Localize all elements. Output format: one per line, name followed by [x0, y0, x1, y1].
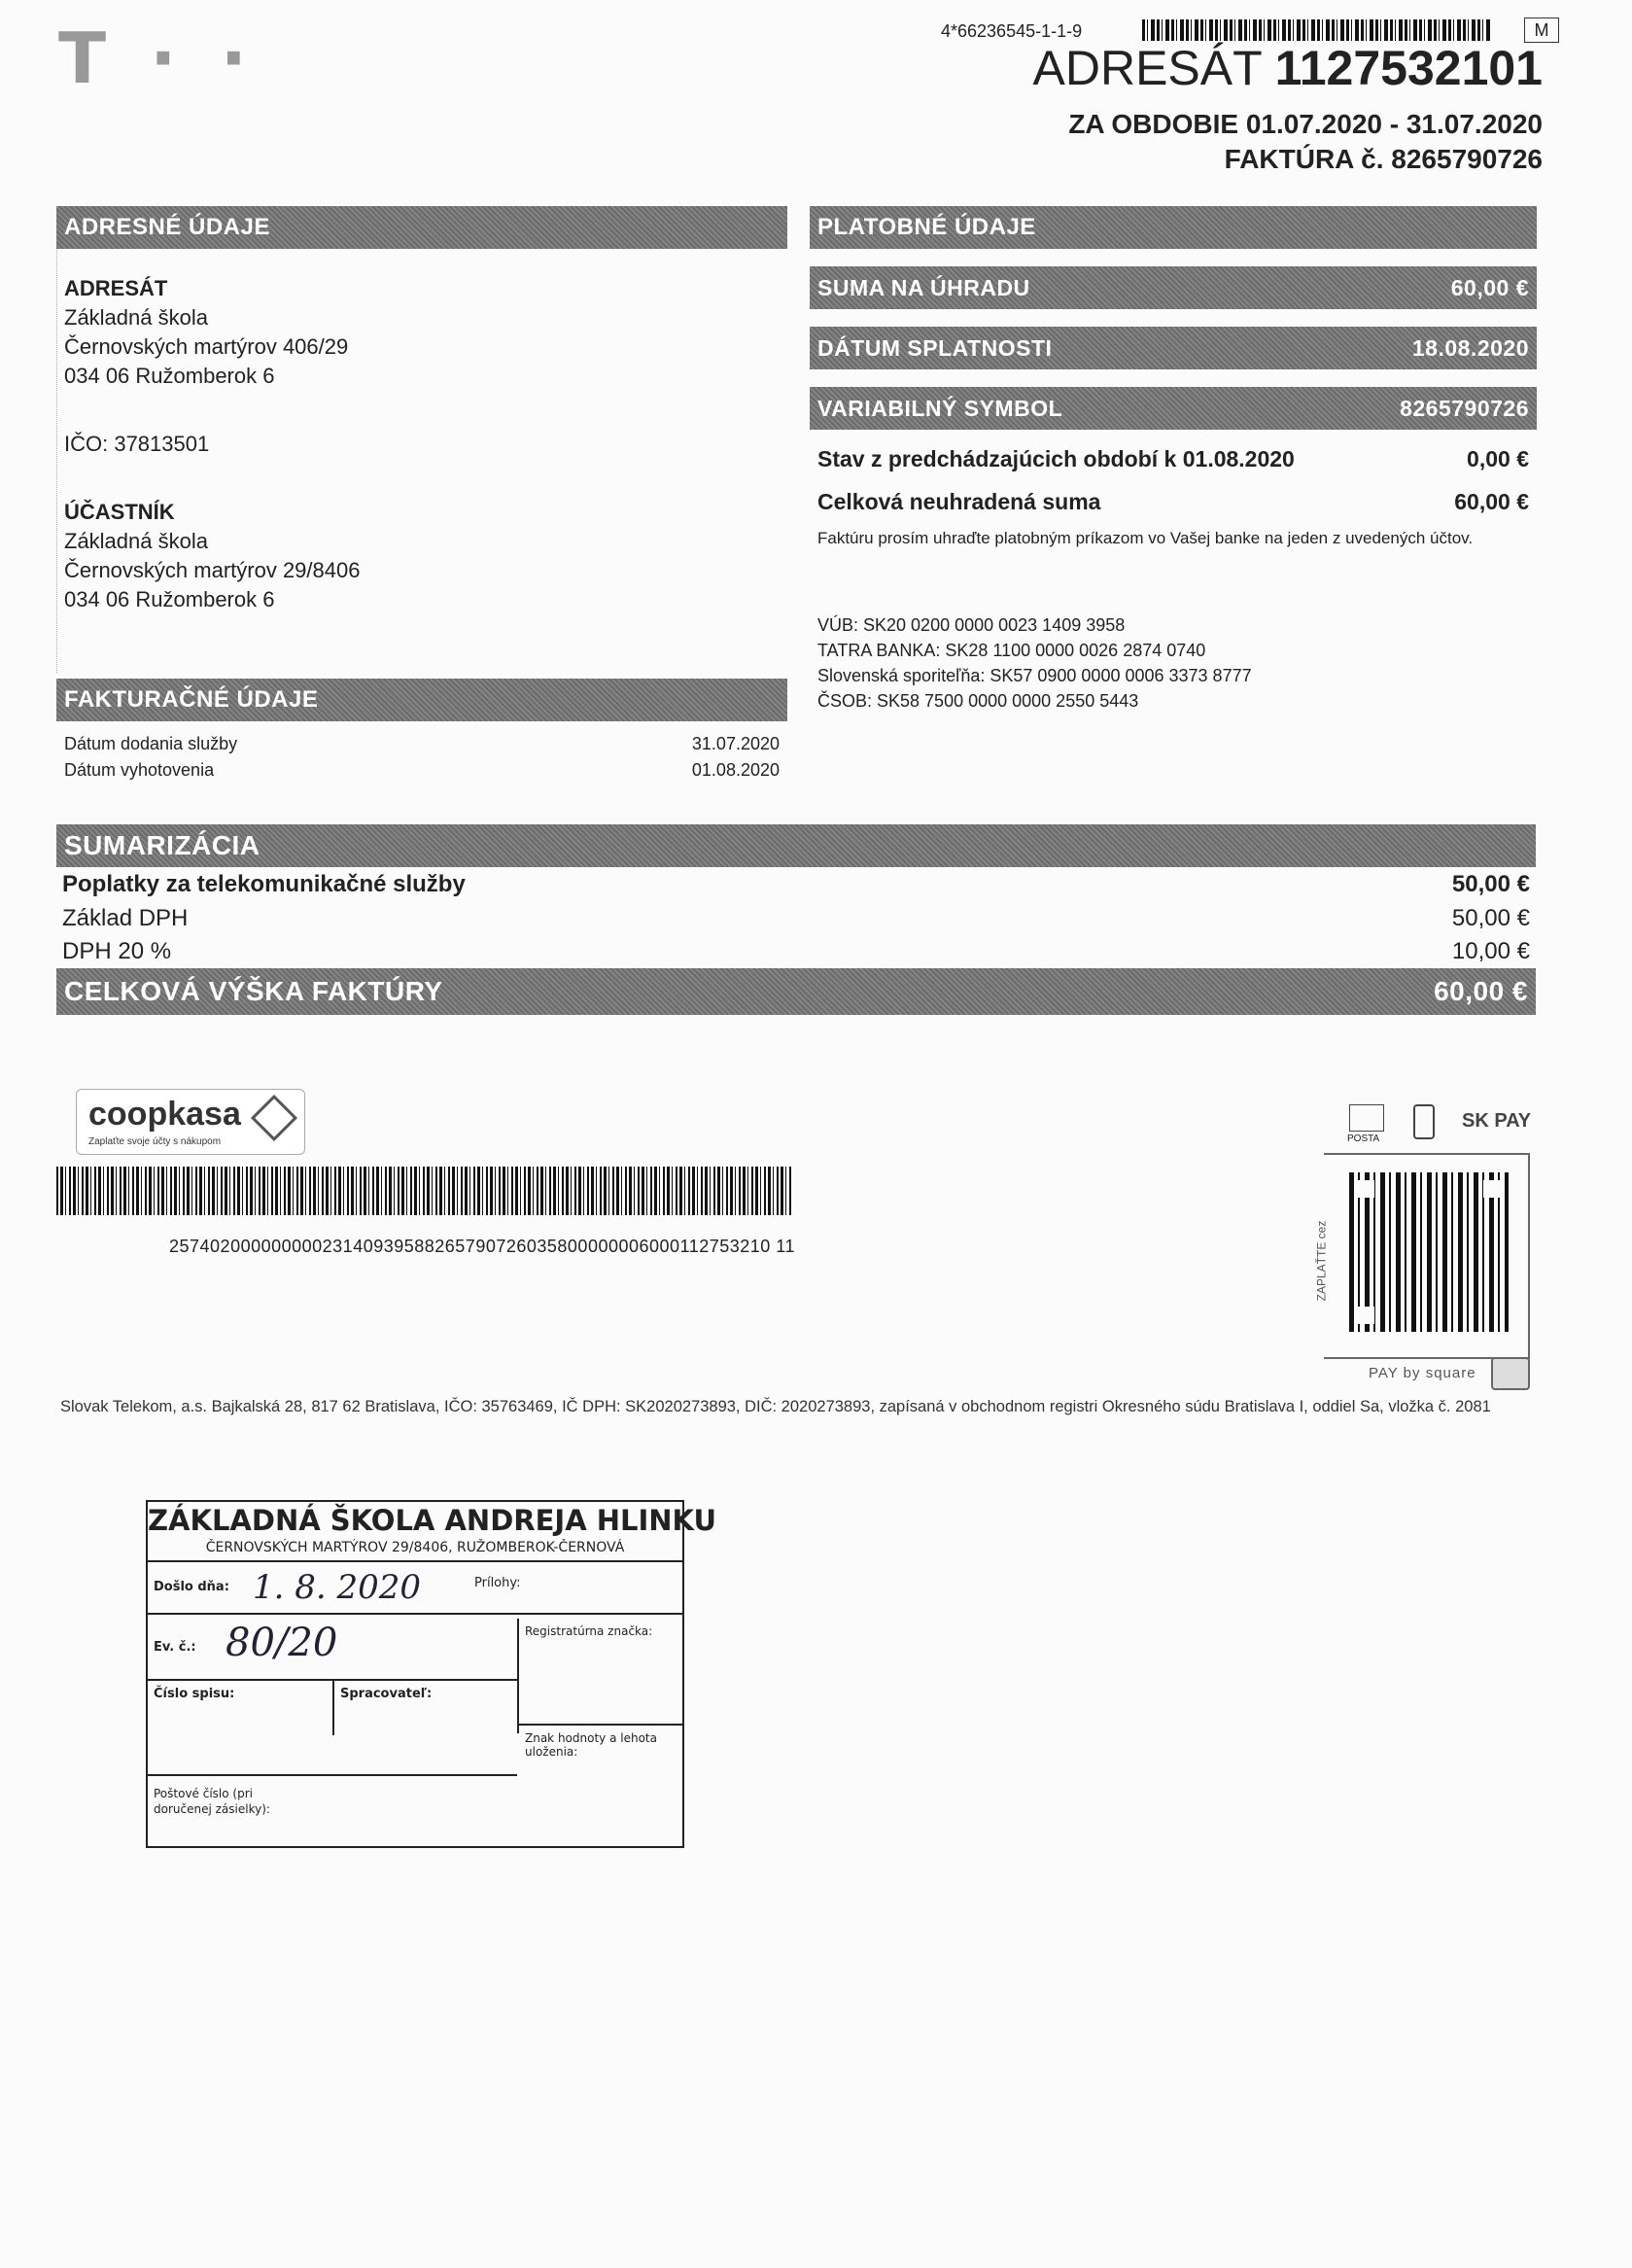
- stamp-left-block: [148, 1619, 519, 1733]
- coopkasa-tagline: Zaplaťte svoje účty s nákupom: [88, 1136, 222, 1147]
- recipient-street: Černovských martýrov 406/29: [64, 334, 349, 359]
- stamp-address: ČERNOVSKÝCH MARTÝROV 29/8406, RUŽOMBEROK-ČERNOVÁ: [148, 1539, 682, 1562]
- sk-pay-logo: SK PAY: [1462, 1110, 1532, 1132]
- summary-header: SUMARIZÁCIA: [56, 824, 1536, 867]
- vat-label: DPH 20 %: [62, 938, 172, 964]
- amount-label: SUMA NA ÚHRADU: [817, 274, 1030, 300]
- total-unpaid-value: 60,00 €: [1454, 488, 1529, 514]
- participant-label: ÚČASTNÍK: [64, 500, 175, 524]
- mark-box: M: [1524, 17, 1559, 43]
- participant-name: Základná škola: [64, 529, 208, 553]
- addressee-label: ADRESÁT: [1032, 41, 1262, 95]
- billing-rows: [64, 731, 780, 784]
- payment-note: Faktúru prosím uhraďte platobným príkazom vo Vašej banke na jeden z uvedených účtov.: [817, 529, 1474, 547]
- stamp-attachments-label: Prílohy:: [474, 1576, 521, 1590]
- billing-header: FAKTURAČNÉ ÚDAJE: [56, 679, 787, 721]
- vs-row: [810, 387, 1537, 430]
- due-value: 18.08.2020: [1411, 334, 1529, 361]
- invoice-total-value: 60,00 €: [1434, 976, 1528, 1006]
- qr-code[interactable]: [1349, 1172, 1509, 1332]
- barcode-number: 25740200000000023140939588265790726035800000006000112753210 11: [169, 1237, 795, 1256]
- posta-label: POSTA: [1347, 1134, 1380, 1144]
- fees-value: 50,00 €: [1451, 871, 1530, 897]
- recipient-name: Základná škola: [64, 305, 208, 330]
- stamp-postal-label: Poštové číslo (pri doručenej zásielky):: [154, 1787, 270, 1816]
- company-footer: Slovak Telekom, a.s. Bajkalská 28, 817 62 Bratislava, IČO: 35763469, IČ DPH: SK2020273893, DIČ: 2020273893, zapísaná v obchodnom registri Okresného súdu Bratislava I, oddiel Sa, vložka č. 2081: [60, 1398, 1491, 1415]
- address-block: [64, 274, 360, 614]
- due-row: [810, 327, 1537, 369]
- header-barcode-code: 4*66236545-1-1-9: [941, 21, 1083, 41]
- total-unpaid-label: Celková neuhradená suma: [817, 488, 1101, 514]
- vs-value: 8265790726: [1400, 395, 1529, 421]
- recipient-city: 034 06 Ružomberok 6: [64, 364, 275, 388]
- invoice-period: ZA OBDOBIE 01.07.2020 - 31.07.2020: [1068, 109, 1543, 139]
- delivery-value: 31.07.2020: [691, 734, 780, 753]
- stamp-file-row: [148, 1681, 517, 1735]
- amount-value: 60,00 €: [1450, 274, 1529, 300]
- stamp-ev-label: Ev. č.:: [154, 1640, 196, 1655]
- summary-section: [56, 824, 1536, 1015]
- payment-header: PLATOBNÉ ÚDAJE: [810, 206, 1537, 249]
- ico: IČO: 37813501: [64, 432, 210, 456]
- pay-by-square-label: PAY by square: [1369, 1365, 1476, 1381]
- telekom-logo: T · ·: [58, 17, 257, 99]
- phone-icon: [1413, 1104, 1435, 1139]
- participant-street: Černovských martýrov 29/8406: [64, 558, 361, 582]
- fees-row: [56, 867, 1536, 902]
- coopkasa-brand: coopkasa: [88, 1096, 241, 1133]
- total-unpaid-row: [810, 480, 1537, 523]
- stamp-processor-label: Spracovateľ:: [340, 1687, 433, 1701]
- due-label: DÁTUM SPLATNOSTI: [817, 334, 1053, 361]
- bank-account: ČSOB: SK58 7500 0000 0000 2550 5443: [817, 691, 1139, 711]
- vat-base-label: Základ DPH: [62, 905, 189, 931]
- registry-stamp: [146, 1500, 717, 1848]
- invoice-number: FAKTÚRA č. 8265790726: [1224, 144, 1543, 174]
- recipient-label: ADRESÁT: [64, 276, 168, 300]
- stamp-file-label: Číslo spisu:: [154, 1687, 235, 1701]
- invoice-total-label: CELKOVÁ VÝŠKA FAKTÚRY: [64, 976, 443, 1006]
- bank-accounts: [810, 554, 1537, 714]
- stamp-retention-label: Znak hodnoty a lehota uloženia:: [525, 1731, 657, 1759]
- vat-row: [56, 935, 1536, 968]
- stamp-received-value: 1. 8. 2020: [253, 1568, 422, 1607]
- header-barcode: [1142, 19, 1492, 41]
- fees-label: Poplatky za telekomunikačné služby: [62, 871, 466, 897]
- posta-icon: [1349, 1104, 1384, 1132]
- payment-section: [810, 206, 1537, 714]
- coopkasa-logo: [76, 1089, 305, 1155]
- pay-side-label: ZAPLAŤTE cez: [1314, 1220, 1329, 1302]
- issue-value: 01.08.2020: [691, 760, 780, 780]
- pay-by-square-icon: [1491, 1357, 1530, 1390]
- prev-balance-row: [810, 437, 1537, 480]
- bank-account: VÚB: SK20 0200 0000 0023 1409 3958: [817, 615, 1126, 635]
- stamp-received-row: [148, 1562, 682, 1615]
- vs-label: VARIABILNÝ SYMBOL: [817, 395, 1063, 421]
- vat-value: 10,00 €: [1451, 938, 1530, 964]
- participant-city: 034 06 Ružomberok 6: [64, 587, 275, 611]
- payment-barcode: [56, 1167, 791, 1215]
- address-header: ADRESNÉ ÚDAJE: [56, 206, 787, 249]
- addressee-number: 1127532101: [1274, 41, 1543, 95]
- prev-balance-label: Stav z predchádzajúcich období k 01.08.2020: [817, 445, 1295, 471]
- vat-base-value: 50,00 €: [1451, 905, 1530, 931]
- amount-row: [810, 266, 1537, 309]
- issue-label: Dátum vyhotovenia: [64, 760, 215, 780]
- bank-account: TATRA BANKA: SK28 1100 0000 0026 2874 0740: [817, 641, 1206, 660]
- vat-base-row: [56, 902, 1536, 935]
- delivery-label: Dátum dodania služby: [64, 734, 238, 753]
- stamp-reg-label: Registratúrna značka:: [525, 1624, 653, 1638]
- invoice-total-row: [56, 968, 1536, 1015]
- addressee-heading: [1033, 41, 1544, 95]
- stamp-received-label: Došlo dňa:: [154, 1580, 229, 1594]
- stamp-ev-value: 80/20: [226, 1621, 338, 1665]
- bank-account: Slovenská sporiteľňa: SK57 0900 0000 0006 3373 8777: [817, 666, 1252, 685]
- stamp-school: ZÁKLADNÁ ŠKOLA ANDREJA HLINKU: [148, 1504, 717, 1537]
- stamp-ev-row: [148, 1619, 517, 1681]
- coopkasa-cube-icon: [251, 1095, 297, 1141]
- prev-balance-value: 0,00 €: [1467, 445, 1529, 471]
